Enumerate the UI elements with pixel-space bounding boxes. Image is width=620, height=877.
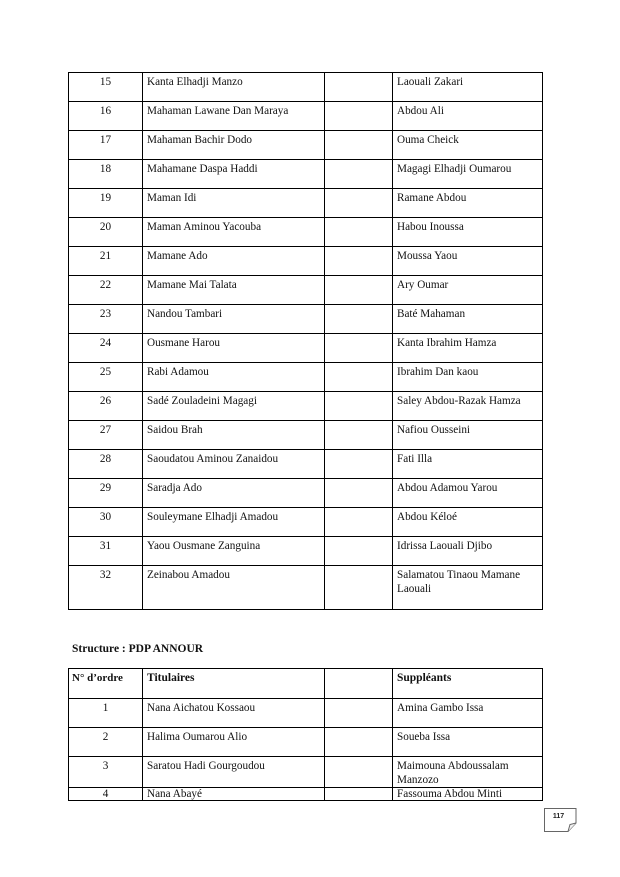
suppleant-cell: Fassouma Abdou Minti: [393, 788, 543, 801]
titulaire-cell: Mahamane Daspa Haddi: [143, 160, 325, 189]
table-row: [69, 537, 543, 566]
titulaire-cell: Nana Aichatou Kossaou: [143, 699, 325, 728]
table-row: [69, 392, 543, 421]
table-row: [69, 160, 543, 189]
empty-cell: [325, 276, 393, 305]
empty-cell: [325, 73, 393, 102]
titulaire-cell: Maman Aminou Yacouba: [143, 218, 325, 247]
titulaire-cell: Mahaman Lawane Dan Maraya: [143, 102, 325, 131]
titulaire-cell: Zeinabou Amadou: [143, 566, 325, 610]
suppleant-cell: Salamatou Tinaou Mamane Laouali: [393, 566, 543, 610]
empty-cell: [325, 421, 393, 450]
empty-cell: [325, 728, 393, 757]
titulaire-cell: Rabi Adamou: [143, 363, 325, 392]
suppleant-cell: Fati Illa: [393, 450, 543, 479]
table-row: [69, 189, 543, 218]
table-row: [69, 699, 543, 728]
suppleant-cell: Saley Abdou-Razak Hamza: [393, 392, 543, 421]
table-row: [69, 363, 543, 392]
suppleant-cell: Ramane Abdou: [393, 189, 543, 218]
table-row: [69, 757, 543, 788]
order-number-cell: 17: [69, 131, 143, 160]
suppleant-cell: Maimouna Abdoussalam Manzozo: [393, 757, 543, 788]
order-number-cell: 28: [69, 450, 143, 479]
order-number-cell: 3: [69, 757, 143, 788]
empty-cell: [325, 363, 393, 392]
titulaire-cell: Yaou Ousmane Zanguina: [143, 537, 325, 566]
table-row: [69, 788, 543, 801]
titulaire-cell: Mahaman Bachir Dodo: [143, 131, 325, 160]
header-titulaires: Titulaires: [143, 669, 325, 699]
empty-cell: [325, 479, 393, 508]
empty-cell: [325, 508, 393, 537]
empty-cell: [325, 450, 393, 479]
titulaire-cell: Saidou Brah: [143, 421, 325, 450]
titulaire-cell: Maman Idi: [143, 189, 325, 218]
table-row: [69, 421, 543, 450]
page-number: 117: [552, 813, 565, 820]
table-row: [69, 102, 543, 131]
suppleant-cell: Soueba Issa: [393, 728, 543, 757]
order-number-cell: 4: [69, 788, 143, 801]
suppleant-cell: Ouma Cheick: [393, 131, 543, 160]
order-number-cell: 23: [69, 305, 143, 334]
empty-cell: [325, 788, 393, 801]
order-number-cell: 15: [69, 73, 143, 102]
pdp-annour-table: [68, 668, 543, 801]
order-number-cell: 24: [69, 334, 143, 363]
suppleant-cell: Amina Gambo Issa: [393, 699, 543, 728]
titulaire-cell: Kanta Elhadji Manzo: [143, 73, 325, 102]
suppleant-cell: Baté Mahaman: [393, 305, 543, 334]
titulaire-cell: Nana Abayé: [143, 788, 325, 801]
empty-cell: [325, 566, 393, 610]
suppleant-cell: Nafiou Ousseini: [393, 421, 543, 450]
titulaire-cell: Saoudatou Aminou Zanaidou: [143, 450, 325, 479]
table-row: [69, 247, 543, 276]
pdp-annour-table-body: [69, 669, 543, 801]
section-heading: Structure : PDP ANNOUR: [72, 643, 204, 655]
table-row: [69, 131, 543, 160]
order-number-cell: 21: [69, 247, 143, 276]
order-number-cell: 22: [69, 276, 143, 305]
members-table-continued: [68, 72, 543, 610]
order-number-cell: 18: [69, 160, 143, 189]
titulaire-cell: Souleymane Elhadji Amadou: [143, 508, 325, 537]
order-number-cell: 19: [69, 189, 143, 218]
empty-cell: [325, 160, 393, 189]
table-row: [69, 334, 543, 363]
page-number-badge: [544, 808, 577, 832]
titulaire-cell: Saradja Ado: [143, 479, 325, 508]
table-row: [69, 276, 543, 305]
order-number-cell: 31: [69, 537, 143, 566]
empty-cell: [325, 102, 393, 131]
table-row: [69, 305, 543, 334]
titulaire-cell: Mamane Mai Talata: [143, 276, 325, 305]
order-number-cell: 26: [69, 392, 143, 421]
empty-cell: [325, 392, 393, 421]
header-order-number: N° d’ordre: [69, 669, 143, 699]
header-suppleants: Suppléants: [393, 669, 543, 699]
suppleant-cell: Moussa Yaou: [393, 247, 543, 276]
suppleant-cell: Habou Inoussa: [393, 218, 543, 247]
suppleant-cell: Idrissa Laouali Djibo: [393, 537, 543, 566]
empty-cell: [325, 699, 393, 728]
empty-cell: [325, 189, 393, 218]
suppleant-cell: Ibrahim Dan kaou: [393, 363, 543, 392]
folded-corner-icon: [544, 808, 577, 832]
titulaire-cell: Halima Oumarou Alio: [143, 728, 325, 757]
empty-cell: [325, 334, 393, 363]
order-number-cell: 30: [69, 508, 143, 537]
table-row: [69, 73, 543, 102]
empty-cell: [325, 537, 393, 566]
table-row: [69, 479, 543, 508]
table-row: [69, 450, 543, 479]
table-row: [69, 218, 543, 247]
empty-cell: [325, 305, 393, 334]
table-row: [69, 728, 543, 757]
suppleant-cell: Laouali Zakari: [393, 73, 543, 102]
suppleant-cell: Ary Oumar: [393, 276, 543, 305]
order-number-cell: 25: [69, 363, 143, 392]
titulaire-cell: Sadé Zouladeini Magagi: [143, 392, 325, 421]
order-number-cell: 29: [69, 479, 143, 508]
suppleant-cell: Abdou Ali: [393, 102, 543, 131]
order-number-cell: 32: [69, 566, 143, 610]
order-number-cell: 2: [69, 728, 143, 757]
titulaire-cell: Ousmane Harou: [143, 334, 325, 363]
order-number-cell: 16: [69, 102, 143, 131]
empty-cell: [325, 131, 393, 160]
table-row: [69, 508, 543, 537]
suppleant-cell: Kanta Ibrahim Hamza: [393, 334, 543, 363]
titulaire-cell: Mamane Ado: [143, 247, 325, 276]
empty-cell: [325, 757, 393, 788]
header-empty-cell: [325, 669, 393, 699]
suppleant-cell: Abdou Adamou Yarou: [393, 479, 543, 508]
order-number-cell: 20: [69, 218, 143, 247]
suppleant-cell: Abdou Kéloé: [393, 508, 543, 537]
titulaire-cell: Saratou Hadi Gourgoudou: [143, 757, 325, 788]
order-number-cell: 1: [69, 699, 143, 728]
titulaire-cell: Nandou Tambari: [143, 305, 325, 334]
suppleant-cell: Magagi Elhadji Oumarou: [393, 160, 543, 189]
empty-cell: [325, 218, 393, 247]
order-number-cell: 27: [69, 421, 143, 450]
empty-cell: [325, 247, 393, 276]
members-table-body: [69, 73, 543, 610]
table-header-row: [69, 669, 543, 699]
table-row: [69, 566, 543, 610]
